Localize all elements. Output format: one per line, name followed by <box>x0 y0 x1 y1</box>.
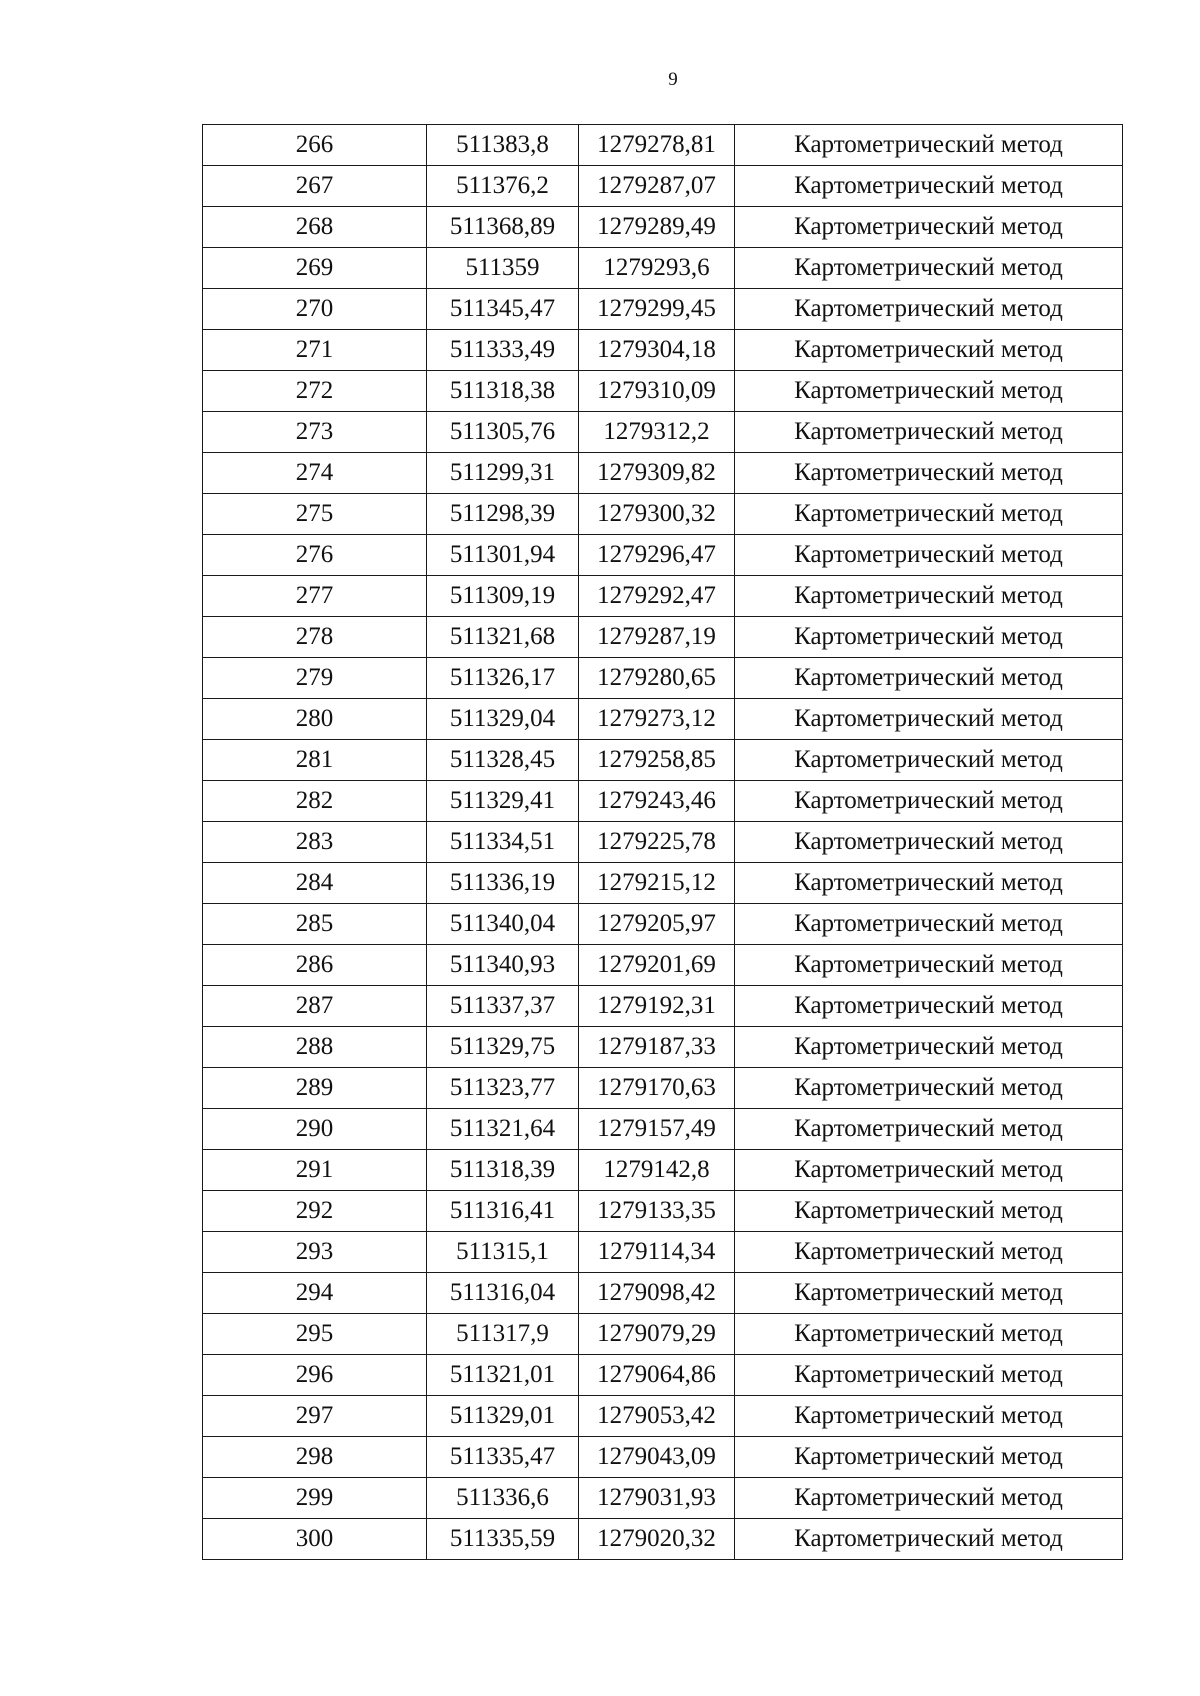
table-row <box>203 330 1123 371</box>
y-coordinate-cell: 1279187,33 <box>579 1027 735 1068</box>
y-coordinate-cell: 1279201,69 <box>579 945 735 986</box>
table-row <box>203 863 1123 904</box>
x-coordinate-cell: 511298,39 <box>427 494 579 535</box>
point-number-cell: 266 <box>203 125 427 166</box>
y-coordinate-cell: 1279098,42 <box>579 1273 735 1314</box>
y-coordinate-cell: 1279079,29 <box>579 1314 735 1355</box>
table-row <box>203 207 1123 248</box>
table-row <box>203 699 1123 740</box>
table-row <box>203 1396 1123 1437</box>
table-row <box>203 1232 1123 1273</box>
point-number-cell: 295 <box>203 1314 427 1355</box>
point-number-cell: 284 <box>203 863 427 904</box>
point-number-cell: 282 <box>203 781 427 822</box>
table-row <box>203 1519 1123 1560</box>
table-row <box>203 576 1123 617</box>
method-cell: Картометрический метод <box>735 494 1123 535</box>
y-coordinate-cell: 1279296,47 <box>579 535 735 576</box>
table-row <box>203 1478 1123 1519</box>
table-row <box>203 986 1123 1027</box>
table-row <box>203 781 1123 822</box>
point-number-cell: 299 <box>203 1478 427 1519</box>
x-coordinate-cell: 511359 <box>427 248 579 289</box>
table-row <box>203 740 1123 781</box>
table-row <box>203 453 1123 494</box>
table-row <box>203 904 1123 945</box>
point-number-cell: 298 <box>203 1437 427 1478</box>
x-coordinate-cell: 511323,77 <box>427 1068 579 1109</box>
method-cell: Картометрический метод <box>735 617 1123 658</box>
y-coordinate-cell: 1279114,34 <box>579 1232 735 1273</box>
y-coordinate-cell: 1279215,12 <box>579 863 735 904</box>
method-cell: Картометрический метод <box>735 699 1123 740</box>
point-number-cell: 294 <box>203 1273 427 1314</box>
point-number-cell: 289 <box>203 1068 427 1109</box>
y-coordinate-cell: 1279292,47 <box>579 576 735 617</box>
y-coordinate-cell: 1279020,32 <box>579 1519 735 1560</box>
point-number-cell: 288 <box>203 1027 427 1068</box>
method-cell: Картометрический метод <box>735 658 1123 699</box>
y-coordinate-cell: 1279280,65 <box>579 658 735 699</box>
method-cell: Картометрический метод <box>735 904 1123 945</box>
point-number-cell: 286 <box>203 945 427 986</box>
y-coordinate-cell: 1279064,86 <box>579 1355 735 1396</box>
point-number-cell: 267 <box>203 166 427 207</box>
y-coordinate-cell: 1279310,09 <box>579 371 735 412</box>
coordinates-table-body <box>203 125 1123 1560</box>
y-coordinate-cell: 1279309,82 <box>579 453 735 494</box>
method-cell: Картометрический метод <box>735 781 1123 822</box>
y-coordinate-cell: 1279192,31 <box>579 986 735 1027</box>
x-coordinate-cell: 511333,49 <box>427 330 579 371</box>
x-coordinate-cell: 511321,68 <box>427 617 579 658</box>
x-coordinate-cell: 511336,19 <box>427 863 579 904</box>
x-coordinate-cell: 511383,8 <box>427 125 579 166</box>
point-number-cell: 276 <box>203 535 427 576</box>
point-number-cell: 291 <box>203 1150 427 1191</box>
table-row <box>203 1068 1123 1109</box>
x-coordinate-cell: 511299,31 <box>427 453 579 494</box>
y-coordinate-cell: 1279312,2 <box>579 412 735 453</box>
method-cell: Картометрический метод <box>735 330 1123 371</box>
method-cell: Картометрический метод <box>735 1519 1123 1560</box>
point-number-cell: 277 <box>203 576 427 617</box>
x-coordinate-cell: 511329,01 <box>427 1396 579 1437</box>
method-cell: Картометрический метод <box>735 863 1123 904</box>
x-coordinate-cell: 511321,01 <box>427 1355 579 1396</box>
x-coordinate-cell: 511315,1 <box>427 1232 579 1273</box>
coordinates-table <box>202 124 1123 1560</box>
x-coordinate-cell: 511335,59 <box>427 1519 579 1560</box>
x-coordinate-cell: 511337,37 <box>427 986 579 1027</box>
method-cell: Картометрический метод <box>735 822 1123 863</box>
method-cell: Картометрический метод <box>735 1191 1123 1232</box>
method-cell: Картометрический метод <box>735 371 1123 412</box>
point-number-cell: 269 <box>203 248 427 289</box>
x-coordinate-cell: 511318,39 <box>427 1150 579 1191</box>
x-coordinate-cell: 511309,19 <box>427 576 579 617</box>
point-number-cell: 279 <box>203 658 427 699</box>
method-cell: Картометрический метод <box>735 1478 1123 1519</box>
y-coordinate-cell: 1279043,09 <box>579 1437 735 1478</box>
method-cell: Картометрический метод <box>735 1355 1123 1396</box>
page-number: 9 <box>668 69 678 90</box>
point-number-cell: 297 <box>203 1396 427 1437</box>
table-row <box>203 289 1123 330</box>
point-number-cell: 272 <box>203 371 427 412</box>
method-cell: Картометрический метод <box>735 1150 1123 1191</box>
method-cell: Картометрический метод <box>735 576 1123 617</box>
table-row <box>203 125 1123 166</box>
method-cell: Картометрический метод <box>735 1273 1123 1314</box>
y-coordinate-cell: 1279299,45 <box>579 289 735 330</box>
point-number-cell: 274 <box>203 453 427 494</box>
y-coordinate-cell: 1279300,32 <box>579 494 735 535</box>
x-coordinate-cell: 511305,76 <box>427 412 579 453</box>
point-number-cell: 287 <box>203 986 427 1027</box>
method-cell: Картометрический метод <box>735 535 1123 576</box>
method-cell: Картометрический метод <box>735 1314 1123 1355</box>
y-coordinate-cell: 1279170,63 <box>579 1068 735 1109</box>
method-cell: Картометрический метод <box>735 1396 1123 1437</box>
y-coordinate-cell: 1279258,85 <box>579 740 735 781</box>
x-coordinate-cell: 511301,94 <box>427 535 579 576</box>
method-cell: Картометрический метод <box>735 125 1123 166</box>
point-number-cell: 300 <box>203 1519 427 1560</box>
table-row <box>203 1150 1123 1191</box>
y-coordinate-cell: 1279289,49 <box>579 207 735 248</box>
table-row <box>203 1355 1123 1396</box>
y-coordinate-cell: 1279278,81 <box>579 125 735 166</box>
table-row <box>203 166 1123 207</box>
point-number-cell: 273 <box>203 412 427 453</box>
x-coordinate-cell: 511326,17 <box>427 658 579 699</box>
method-cell: Картометрический метод <box>735 289 1123 330</box>
table-row <box>203 371 1123 412</box>
method-cell: Картометрический метод <box>735 1027 1123 1068</box>
table-row <box>203 1273 1123 1314</box>
y-coordinate-cell: 1279157,49 <box>579 1109 735 1150</box>
x-coordinate-cell: 511328,45 <box>427 740 579 781</box>
y-coordinate-cell: 1279142,8 <box>579 1150 735 1191</box>
point-number-cell: 278 <box>203 617 427 658</box>
y-coordinate-cell: 1279293,6 <box>579 248 735 289</box>
x-coordinate-cell: 511316,04 <box>427 1273 579 1314</box>
x-coordinate-cell: 511329,41 <box>427 781 579 822</box>
x-coordinate-cell: 511335,47 <box>427 1437 579 1478</box>
table-row <box>203 617 1123 658</box>
x-coordinate-cell: 511345,47 <box>427 289 579 330</box>
y-coordinate-cell: 1279304,18 <box>579 330 735 371</box>
table-row <box>203 412 1123 453</box>
method-cell: Картометрический метод <box>735 207 1123 248</box>
x-coordinate-cell: 511340,93 <box>427 945 579 986</box>
table-row <box>203 1437 1123 1478</box>
x-coordinate-cell: 511321,64 <box>427 1109 579 1150</box>
point-number-cell: 293 <box>203 1232 427 1273</box>
x-coordinate-cell: 511318,38 <box>427 371 579 412</box>
table-row <box>203 1314 1123 1355</box>
point-number-cell: 280 <box>203 699 427 740</box>
method-cell: Картометрический метод <box>735 453 1123 494</box>
y-coordinate-cell: 1279273,12 <box>579 699 735 740</box>
point-number-cell: 268 <box>203 207 427 248</box>
table-row <box>203 822 1123 863</box>
point-number-cell: 296 <box>203 1355 427 1396</box>
y-coordinate-cell: 1279053,42 <box>579 1396 735 1437</box>
point-number-cell: 271 <box>203 330 427 371</box>
y-coordinate-cell: 1279133,35 <box>579 1191 735 1232</box>
x-coordinate-cell: 511334,51 <box>427 822 579 863</box>
x-coordinate-cell: 511329,75 <box>427 1027 579 1068</box>
point-number-cell: 283 <box>203 822 427 863</box>
method-cell: Картометрический метод <box>735 986 1123 1027</box>
x-coordinate-cell: 511316,41 <box>427 1191 579 1232</box>
table-row <box>203 1109 1123 1150</box>
y-coordinate-cell: 1279205,97 <box>579 904 735 945</box>
x-coordinate-cell: 511376,2 <box>427 166 579 207</box>
y-coordinate-cell: 1279225,78 <box>579 822 735 863</box>
point-number-cell: 292 <box>203 1191 427 1232</box>
table-row <box>203 1191 1123 1232</box>
method-cell: Картометрический метод <box>735 740 1123 781</box>
point-number-cell: 285 <box>203 904 427 945</box>
method-cell: Картометрический метод <box>735 1109 1123 1150</box>
method-cell: Картометрический метод <box>735 248 1123 289</box>
x-coordinate-cell: 511340,04 <box>427 904 579 945</box>
table-row <box>203 248 1123 289</box>
x-coordinate-cell: 511329,04 <box>427 699 579 740</box>
y-coordinate-cell: 1279031,93 <box>579 1478 735 1519</box>
x-coordinate-cell: 511317,9 <box>427 1314 579 1355</box>
x-coordinate-cell: 511336,6 <box>427 1478 579 1519</box>
point-number-cell: 270 <box>203 289 427 330</box>
x-coordinate-cell: 511368,89 <box>427 207 579 248</box>
table-row <box>203 535 1123 576</box>
y-coordinate-cell: 1279243,46 <box>579 781 735 822</box>
table-row <box>203 658 1123 699</box>
y-coordinate-cell: 1279287,19 <box>579 617 735 658</box>
table-row <box>203 945 1123 986</box>
table-row <box>203 494 1123 535</box>
method-cell: Картометрический метод <box>735 166 1123 207</box>
method-cell: Картометрический метод <box>735 1437 1123 1478</box>
method-cell: Картометрический метод <box>735 945 1123 986</box>
point-number-cell: 290 <box>203 1109 427 1150</box>
method-cell: Картометрический метод <box>735 412 1123 453</box>
method-cell: Картометрический метод <box>735 1068 1123 1109</box>
table-row <box>203 1027 1123 1068</box>
method-cell: Картометрический метод <box>735 1232 1123 1273</box>
y-coordinate-cell: 1279287,07 <box>579 166 735 207</box>
point-number-cell: 281 <box>203 740 427 781</box>
point-number-cell: 275 <box>203 494 427 535</box>
